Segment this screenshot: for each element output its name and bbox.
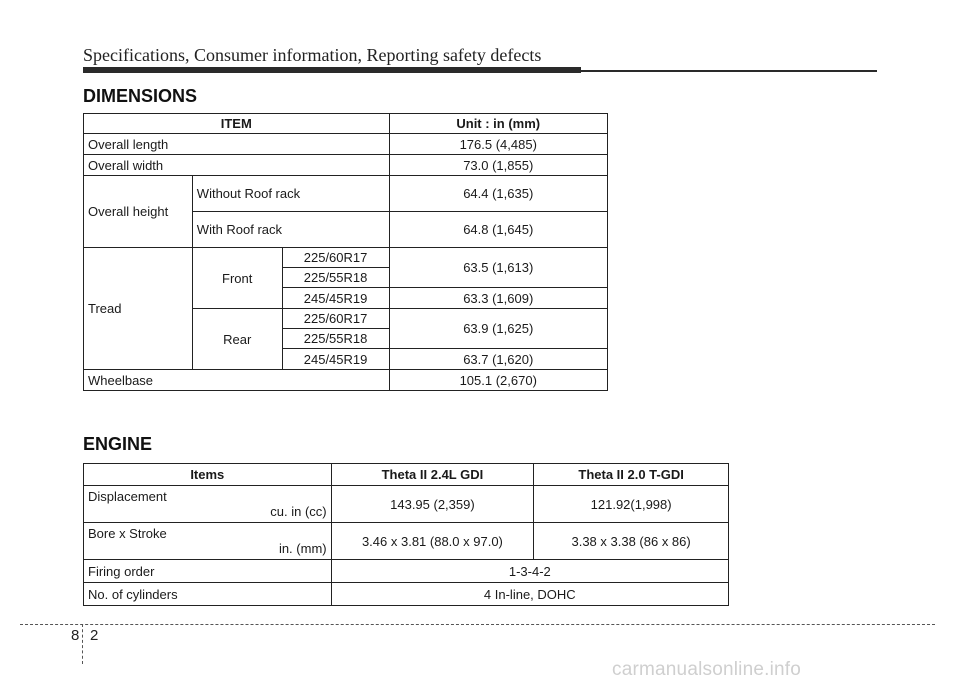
tread-rear-value-3: 63.7 (1,620)	[389, 349, 608, 370]
header-rule-thick	[83, 67, 581, 73]
header-rule-thin	[581, 70, 877, 72]
footer-dashed-rule	[20, 624, 935, 625]
overall-length-value: 176.5 (4,485)	[389, 134, 608, 155]
engine-table	[83, 463, 729, 606]
height-without-roof-rack-label: Without Roof rack	[192, 176, 389, 212]
height-with-roof-rack-value: 64.8 (1,645)	[389, 212, 608, 248]
wheelbase-value: 105.1 (2,670)	[389, 370, 608, 391]
tread-front-tire-1: 225/60R17	[282, 248, 389, 268]
overall-length-label: Overall length	[84, 134, 390, 155]
cylinders-label: No. of cylinders	[84, 583, 332, 606]
tread-label: Tread	[84, 248, 193, 370]
tread-front-tire-3: 245/45R19	[282, 288, 389, 309]
bore-stroke-unit: in. (mm)	[278, 541, 327, 556]
height-with-roof-rack-label: With Roof rack	[192, 212, 389, 248]
overall-width-value: 73.0 (1,855)	[389, 155, 608, 176]
tread-rear-tire-1: 225/60R17	[282, 309, 389, 329]
dimensions-table	[83, 113, 608, 391]
col-header-theta-24: Theta II 2.4L GDI	[331, 464, 534, 486]
displacement-theta-24: 143.95 (2,359)	[331, 486, 534, 523]
firing-order-label: Firing order	[84, 560, 332, 583]
tread-front-tire-2: 225/55R18	[282, 268, 389, 288]
col-header-unit: Unit : in (mm)	[389, 114, 608, 134]
tread-rear-tire-2: 225/55R18	[282, 329, 389, 349]
overall-height-label: Overall height	[84, 176, 193, 248]
displacement-unit: cu. in (cc)	[270, 504, 327, 519]
footer-vertical-dash	[82, 624, 83, 664]
tread-rear-tire-3: 245/45R19	[282, 349, 389, 370]
watermark: carmanualsonline.info	[612, 659, 802, 680]
running-header: Specifications, Consumer information, Reporting safety defects	[83, 45, 542, 65]
col-header-theta-20: Theta II 2.0 T-GDI	[534, 464, 729, 486]
tread-front-label: Front	[192, 248, 282, 309]
wheelbase-label: Wheelbase	[84, 370, 390, 391]
firing-order-value: 1-3-4-2	[331, 560, 728, 583]
displacement-theta-20: 121.92(1,998)	[534, 486, 729, 523]
displacement-label: Displacement	[88, 489, 167, 504]
dimensions-title: DIMENSIONS	[83, 86, 198, 106]
overall-width-label: Overall width	[84, 155, 390, 176]
tread-rear-value-1: 63.9 (1,625)	[389, 309, 608, 349]
bore-stroke-theta-20: 3.38 x 3.38 (86 x 86)	[534, 523, 729, 560]
cylinders-value: 4 In-line, DOHC	[331, 583, 728, 606]
engine-title: ENGINE	[83, 434, 153, 454]
tread-front-value-3: 63.3 (1,609)	[389, 288, 608, 309]
page-number: 2	[90, 627, 99, 644]
tread-front-value-1: 63.5 (1,613)	[389, 248, 608, 288]
tread-rear-label: Rear	[192, 309, 282, 370]
page-section-number: 8	[71, 627, 80, 644]
bore-stroke-theta-24: 3.46 x 3.81 (88.0 x 97.0)	[331, 523, 534, 560]
col-header-items: Items	[84, 464, 332, 486]
height-without-roof-rack-value: 64.4 (1,635)	[389, 176, 608, 212]
bore-stroke-label: Bore x Stroke	[88, 526, 167, 541]
col-header-item: ITEM	[84, 114, 390, 134]
